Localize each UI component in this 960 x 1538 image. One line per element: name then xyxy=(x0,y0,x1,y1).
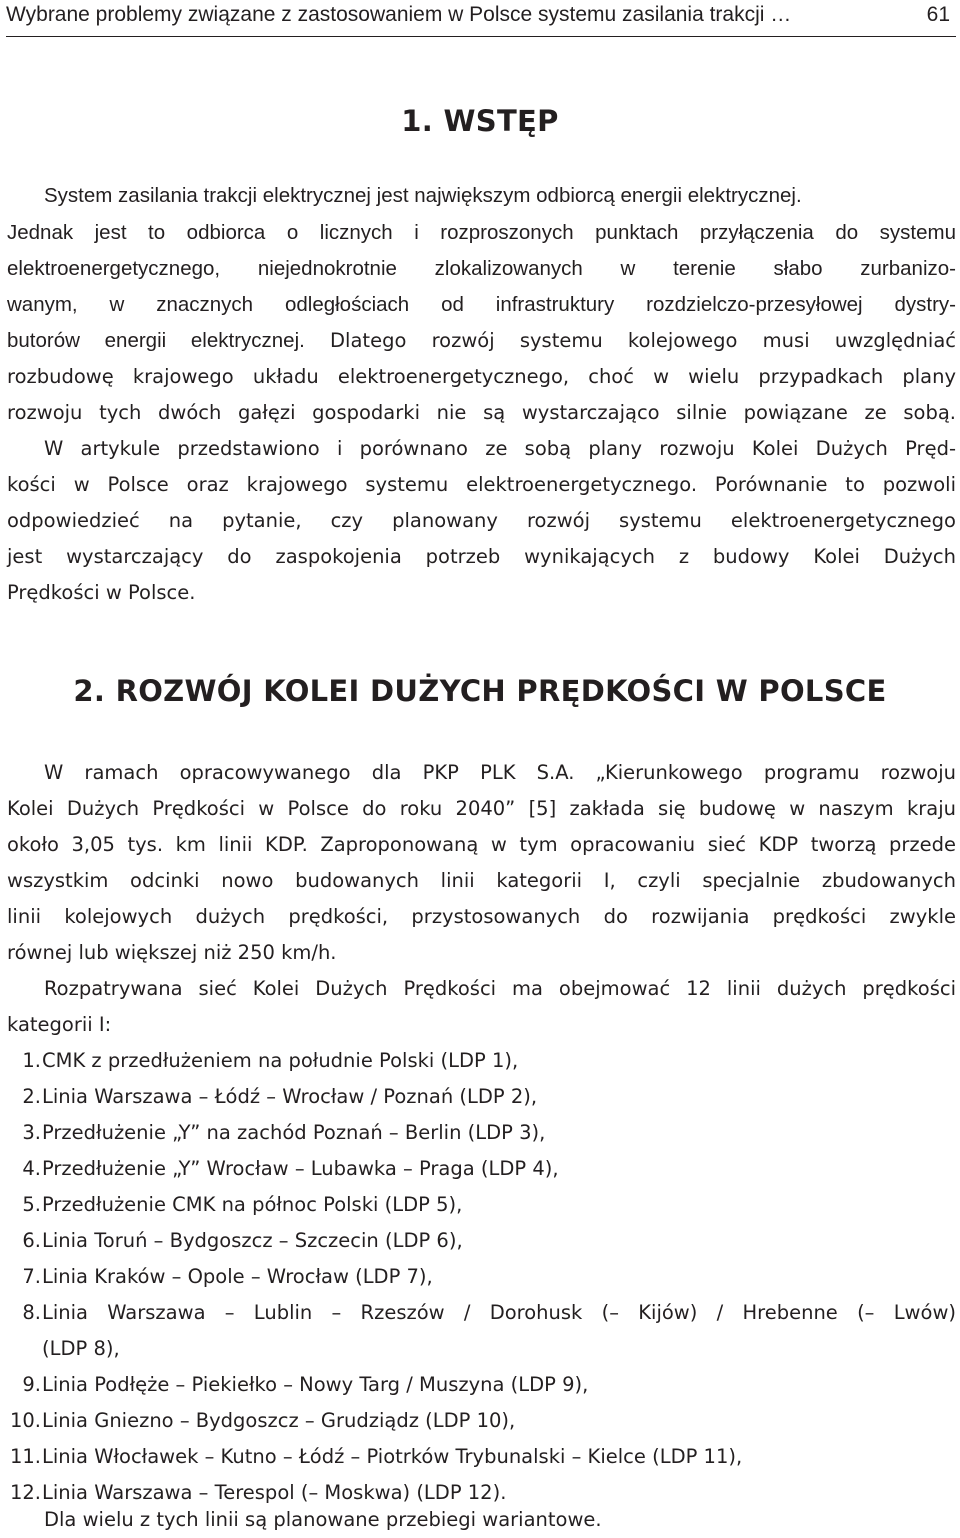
paragraph-line: linii kolejowych dużych prędkości, przystosowanych do rozwijania prędkości zwykle xyxy=(7,905,956,928)
list-number: 8. xyxy=(22,1301,41,1324)
list-text: Linia Toruń – Bydgoszcz – Szczecin (LDP 6), xyxy=(42,1229,463,1252)
list-number: 6. xyxy=(22,1229,41,1252)
paragraph-line: wanym, w znacznych odległościach od infrastruktury rozdzielczo-przesyłowej dystry- xyxy=(7,293,956,316)
list-number: 1. xyxy=(22,1049,41,1072)
paragraph-line-mixed xyxy=(7,323,956,359)
list-number: 3. xyxy=(22,1121,41,1144)
paragraph-line: kategorii I: xyxy=(7,1013,112,1036)
list-text-continuation: (LDP 8), xyxy=(42,1337,120,1360)
list-number: 7. xyxy=(22,1265,41,1288)
paragraph-line: wszystkim odcinki nowo budowanych linii kategorii I, czyli specjalnie zbudowanych xyxy=(7,869,956,892)
list-text: Linia Kraków – Opole – Wrocław (LDP 7), xyxy=(42,1265,433,1288)
paragraph-line: W ramach opracowywanego dla PKP PLK S.A. „Kierunkowego programu rozwoju xyxy=(44,761,956,784)
list-number: 4. xyxy=(22,1157,41,1180)
running-head-title: Wybrane problemy związane z zastosowaniem w Polsce systemu zasilania trakcji … xyxy=(6,3,792,26)
list-text: Linia Warszawa – Lublin – Rzeszów / Dorohusk (– Kijów) / Hrebenne (– Lwów) xyxy=(42,1301,956,1324)
paragraph-line: równej lub większej niż 250 km/h. xyxy=(7,941,337,964)
list-text: Przedłużenie „Y” na zachód Poznań – Berlin (LDP 3), xyxy=(42,1121,546,1144)
list-number: 12. xyxy=(9,1481,41,1504)
list-text: Linia Włocławek – Kutno – Łódź – Piotrków Trybunalski – Kielce (LDP 11), xyxy=(42,1445,743,1468)
list-text: Przedłużenie CMK na północ Polski (LDP 5), xyxy=(42,1193,463,1216)
paragraph-line: Prędkości w Polsce. xyxy=(7,581,196,604)
paragraph-line: Jednak jest to odbiorca o licznych i rozproszonych punktach przyłączenia do systemu xyxy=(7,221,956,244)
paragraph-line: System zasilania trakcji elektrycznej jest największym odbiorcą energii elektrycznej. xyxy=(44,184,802,207)
paragraph-line: elektroenergetycznego, niejednokrotnie zlokalizowanych w terenie słabo zurbanizo- xyxy=(7,257,956,280)
paragraph-line: około 3,05 tys. km linii KDP. Zaproponowaną w tym opracowaniu sieć KDP tworzą przede xyxy=(7,833,956,856)
list-number: 5. xyxy=(22,1193,41,1216)
paragraph-line: rozbudowę krajowego układu elektroenergetycznego, choć w wielu przypadkach plany xyxy=(7,365,956,388)
list-text: Przedłużenie „Y” Wrocław – Lubawka – Praga (LDP 4), xyxy=(42,1157,559,1180)
list-text: Linia Warszawa – Łódź – Wrocław / Poznań (LDP 2), xyxy=(42,1085,538,1108)
section-heading-2: 2. ROZWÓJ KOLEI DUŻYCH PRĘDKOŚCI W POLSCE xyxy=(73,674,887,708)
paragraph-line: W artykule przedstawiono i porównano ze sobą plany rozwoju Kolei Dużych Pręd- xyxy=(44,437,956,460)
paragraph-line: kości w Polsce oraz krajowego systemu elektroenergetycznego. Porównanie to pozwoli xyxy=(7,473,956,496)
list-number: 9. xyxy=(22,1373,41,1396)
list-text: Linia Warszawa – Terespol (– Moskwa) (LDP 12). xyxy=(42,1481,507,1504)
page-number: 61 xyxy=(926,3,950,26)
list-text: CMK z przedłużeniem na południe Polski (LDP 1), xyxy=(42,1049,519,1072)
paragraph-line: Rozpatrywana sieć Kolei Dużych Prędkości ma obejmować 12 linii dużych prędkości xyxy=(44,977,956,1000)
paragraph-fragment: Dlatego rozwój systemu kolejowego musi uwzględniać xyxy=(304,329,956,352)
closing-sentence: Dla wielu z tych linii są planowane przebiegi wariantowe. xyxy=(44,1508,602,1531)
paragraph-line: jest wystarczający do zaspokojenia potrzeb wynikających z budowy Kolei Dużych xyxy=(7,545,956,568)
list-item xyxy=(7,1295,956,1367)
section-heading-1: 1. WSTĘP xyxy=(401,104,559,138)
list-text: Linia Podłęże – Piekiełko – Nowy Targ / Muszyna (LDP 9), xyxy=(42,1373,589,1396)
paragraph-line: Kolei Dużych Prędkości w Polsce do roku 2040” [5] zakłada się budowę w naszym kraju xyxy=(7,797,956,820)
paragraph-line: odpowiedzieć na pytanie, czy planowany rozwój systemu elektroenergetycznego xyxy=(7,509,956,532)
paragraph-fragment: butorów energii elektrycznej. xyxy=(7,329,305,352)
list-number: 11. xyxy=(9,1445,41,1468)
list-number: 10. xyxy=(9,1409,41,1432)
list-text: Linia Gniezno – Bydgoszcz – Grudziądz (LDP 10), xyxy=(42,1409,516,1432)
paragraph-line: rozwoju tych dwóch gałęzi gospodarki nie są wystarczająco silnie powiązane ze sobą. xyxy=(7,401,956,424)
running-head xyxy=(6,0,956,37)
list-number: 2. xyxy=(22,1085,41,1108)
